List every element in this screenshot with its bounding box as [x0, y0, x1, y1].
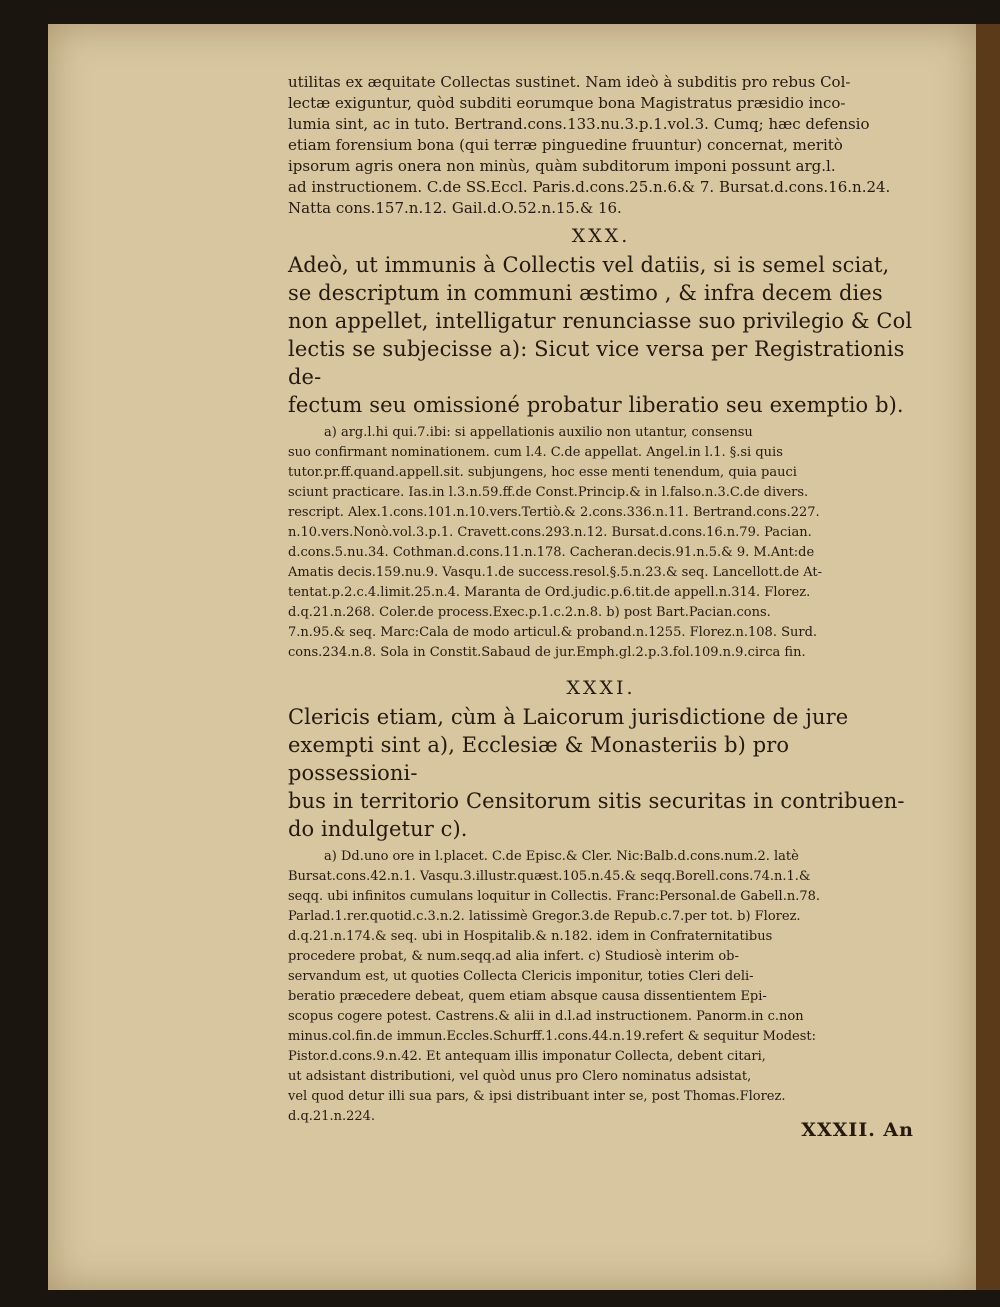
text-line: fectum seu omissioné probatur liberatio seu exemptio b).: [288, 393, 904, 417]
note-line: n.10.vers.Nonò.vol.3.p.1. Cravett.cons.293.n.12. Bursat.d.cons.16.n.79. Pacian.: [288, 525, 812, 540]
text-line: se descriptum in communi æstimo , & infra decem dies: [288, 281, 883, 305]
note-line: tutor.pr.ff.quand.appell.sit. subjungens, hoc esse menti tenendum, quia pauci: [288, 465, 797, 480]
note-line: Parlad.1.rer.quotid.c.3.n.2. latissimè Gregor.3.de Repub.c.7.per tot. b) Florez.: [288, 909, 801, 924]
note-line: suo confirmant nominationem. cum l.4. C.de appellat. Angel.in l.1. §.si quis: [288, 445, 783, 460]
note-line: scopus cogere potest. Castrens.& alii in d.l.ad instructionem. Panorm.in c.non: [288, 1009, 804, 1024]
note-line: d.q.21.n.268. Coler.de process.Exec.p.1.c.2.n.8. b) post Bart.Pacian.cons.: [288, 605, 771, 620]
text-line: ipsorum agris onera non minùs, quàm subditorum imponi possunt arg.l.: [288, 157, 836, 175]
section-number-31: XXXI.: [566, 677, 636, 699]
catchword: XXXII. An: [801, 1119, 914, 1141]
note-line: ut adsistant distributioni, vel quòd unus pro Clero nominatus adsistat,: [288, 1069, 752, 1084]
text-line: Natta cons.157.n.12. Gail.d.O.52.n.15.& 16.: [288, 199, 622, 217]
note-line: a) arg.l.hi qui.7.ibi: si appellationis auxilio non utantur, consensu: [324, 425, 753, 440]
note-line: sciunt practicare. Ias.in l.3.n.59.ff.de Const.Princip.& in l.falso.n.3.C.de divers.: [288, 485, 809, 500]
text-line: etiam forensium bona (qui terræ pinguedine fruuntur) concernat, meritò: [288, 136, 843, 154]
text-line: utilitas ex æquitate Collectas sustinet. Nam ideò à subditis pro rebus Col-: [288, 73, 851, 91]
note-line: Amatis decis.159.nu.9. Vasqu.1.de success.resol.§.5.n.23.& seq. Lancellott.de At-: [288, 565, 822, 580]
text-line: ad instructionem. C.de SS.Eccl. Paris.d.cons.25.n.6.& 7. Bursat.d.cons.16.n.24.: [288, 178, 891, 196]
text-line: lumia sint, ac in tuto. Bertrand.cons.133.nu.3.p.1.vol.3. Cumq; hæc defensio: [288, 115, 870, 133]
note-line: d.q.21.n.224.: [288, 1109, 376, 1124]
note-line: d.cons.5.nu.34. Cothman.d.cons.11.n.178. Cacheran.decis.91.n.5.& 9. M.Ant:de: [288, 545, 815, 560]
section-30-main: [288, 251, 914, 419]
binding-edge: [976, 24, 1000, 1290]
text-line: exempti sint a), Ecclesiæ & Monasteriis b) pro possessioni-: [288, 733, 790, 785]
text-line: bus in territorio Censitorum sitis securitas in contribuen-: [288, 789, 905, 813]
text-line: Clericis etiam, cùm à Laicorum jurisdictione de jure: [288, 705, 849, 729]
note-line: tentat.p.2.c.4.limit.25.n.4. Maranta de Ord.judic.p.6.tit.de appell.n.314. Florez.: [288, 585, 811, 600]
text-line: lectæ exiguntur, quòd subditi eorumque bona Magistratus præsidio inco-: [288, 94, 846, 112]
note-line: Bursat.cons.42.n.1. Vasqu.3.illustr.quæst.105.n.45.& seqq.Borell.cons.74.n.1.&: [288, 869, 811, 884]
section-31-main: [288, 703, 914, 843]
text-line: do indulgetur c).: [288, 817, 468, 841]
note-line: 7.n.95.& seq. Marc:Cala de modo articul.& proband.n.1255. Florez.n.108. Surd.: [288, 625, 818, 640]
note-line: beratio præcedere debeat, quem etiam absque causa dissentientem Epi-: [288, 989, 767, 1004]
note-line: vel quod detur illi sua pars, & ipsi distribuant inter se, post Thomas.Florez.: [288, 1089, 786, 1104]
note-line: Pistor.d.cons.9.n.42. Et antequam illis imponatur Collecta, debent citari,: [288, 1049, 766, 1064]
section-31-notes: [288, 847, 914, 1127]
section-number-30: XXX.: [571, 225, 631, 247]
text-line: non appellet, intelligatur renunciasse suo privilegio & Col: [288, 309, 913, 333]
note-line: procedere probat, & num.seqq.ad alia infert. c) Studiosè interim ob-: [288, 949, 739, 964]
text-line: lectis se subjecisse a): Sicut vice versa per Registrationis de-: [288, 337, 905, 389]
top-paragraph: [288, 72, 914, 219]
note-line: d.q.21.n.174.& seq. ubi in Hospitalib.& n.182. idem in Confraternitatibus: [288, 929, 773, 944]
note-line: cons.234.n.8. Sola in Constit.Sabaud de jur.Emph.gl.2.p.3.fol.109.n.9.circa fin.: [288, 645, 806, 660]
note-line: servandum est, ut quoties Collecta Clericis imponitur, toties Cleri deli-: [288, 969, 754, 984]
note-line: minus.col.fin.de immun.Eccles.Schurff.1.cons.44.n.19.refert & sequitur Modest:: [288, 1029, 817, 1044]
note-line: seqq. ubi infinitos cumulans loquitur in Collectis. Franc:Personal.de Gabell.n.78.: [288, 889, 821, 904]
text-block: [288, 72, 914, 1141]
note-line: rescript. Alex.1.cons.101.n.10.vers.Tertiò.& 2.cons.336.n.11. Bertrand.cons.227.: [288, 505, 820, 520]
note-line: a) Dd.uno ore in l.placet. C.de Episc.& Cler. Nic:Balb.d.cons.num.2. latè: [324, 849, 799, 864]
text-line: Adeò, ut immunis à Collectis vel datiis, si is semel sciat,: [288, 253, 890, 277]
section-30-notes: [288, 423, 914, 663]
